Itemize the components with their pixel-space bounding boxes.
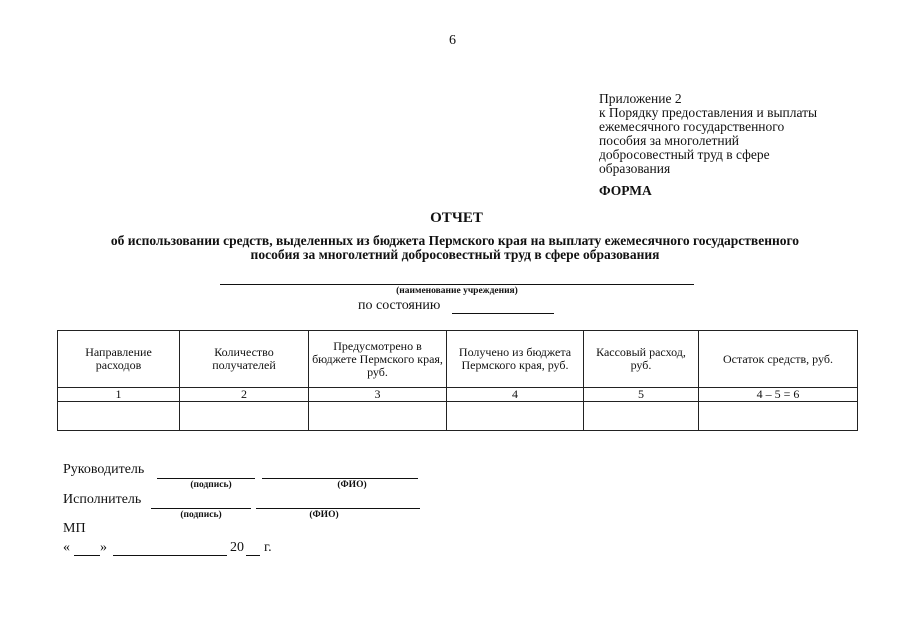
- data-cell[interactable]: [584, 402, 699, 431]
- head-signature-caption: (подпись): [190, 480, 232, 490]
- date-day-line: [74, 555, 100, 556]
- appendix-line: образования: [599, 161, 671, 176]
- institution-name-line: [220, 284, 694, 285]
- data-cell[interactable]: [309, 402, 447, 431]
- table-number-row: [58, 388, 858, 402]
- table-header-row: [58, 331, 858, 388]
- report-subtitle: [55, 234, 855, 261]
- date-year-suffix: г.: [264, 540, 272, 555]
- page-number: 6: [449, 33, 456, 48]
- executor-name-line: [256, 508, 420, 509]
- header-cell: Остаток средств, руб.: [699, 331, 858, 388]
- number-cell: 4 – 5 = 6: [699, 388, 858, 402]
- number-cell: 2: [180, 388, 309, 402]
- header-cell: Направление расходов: [58, 331, 180, 388]
- data-cell[interactable]: [58, 402, 180, 431]
- report-title: ОТЧЕТ: [430, 210, 483, 226]
- state-label: по состоянию: [358, 298, 441, 313]
- appendix-line: Приложение 2: [599, 91, 682, 106]
- date-month-line: [113, 555, 227, 556]
- date-close-quote: »: [100, 540, 107, 555]
- report-table: [57, 330, 858, 431]
- head-label: Руководитель: [63, 462, 145, 477]
- executor-name-caption: (ФИО): [309, 510, 339, 520]
- table-row: [58, 402, 858, 431]
- institution-caption: (наименование учреждения): [396, 286, 518, 296]
- date-year-line: [246, 555, 260, 556]
- header-cell: Предусмотрено в бюджете Пермского края, руб.: [309, 331, 447, 388]
- header-cell: Количество получателей: [180, 331, 309, 388]
- data-cell[interactable]: [180, 402, 309, 431]
- number-cell: 4: [447, 388, 584, 402]
- head-signature-line: [157, 478, 255, 479]
- date-year-prefix: 20: [230, 540, 244, 555]
- date-open-quote: «: [63, 540, 70, 555]
- number-cell: 5: [584, 388, 699, 402]
- subtitle-line-2: пособия за многолетний добросовестный труд в сфере образования: [250, 246, 660, 262]
- data-cell[interactable]: [699, 402, 858, 431]
- executor-label: Исполнитель: [63, 492, 142, 507]
- number-cell: 3: [309, 388, 447, 402]
- appendix-line: ежемесячного государственного: [599, 119, 785, 134]
- head-name-line: [262, 478, 418, 479]
- state-date-line: [452, 313, 554, 314]
- form-label: ФОРМА: [599, 183, 652, 198]
- data-cell[interactable]: [447, 402, 584, 431]
- executor-signature-line: [151, 508, 251, 509]
- appendix-line: к Порядку предоставления и выплаты: [599, 105, 818, 120]
- stamp-label: МП: [63, 521, 86, 536]
- executor-signature-caption: (подпись): [180, 510, 222, 520]
- appendix-line: пособия за многолетний: [599, 133, 740, 148]
- header-cell: Кассовый расход, руб.: [584, 331, 699, 388]
- appendix-note: [599, 92, 869, 176]
- number-cell: 1: [58, 388, 180, 402]
- appendix-line: добросовестный труд в сфере: [599, 147, 770, 162]
- head-name-caption: (ФИО): [337, 480, 367, 490]
- header-cell: Получено из бюджета Пермского края, руб.: [447, 331, 584, 388]
- subtitle-line-1: об использовании средств, выделенных из бюджета Пермского края на выплату ежемесячного государственного: [110, 233, 800, 248]
